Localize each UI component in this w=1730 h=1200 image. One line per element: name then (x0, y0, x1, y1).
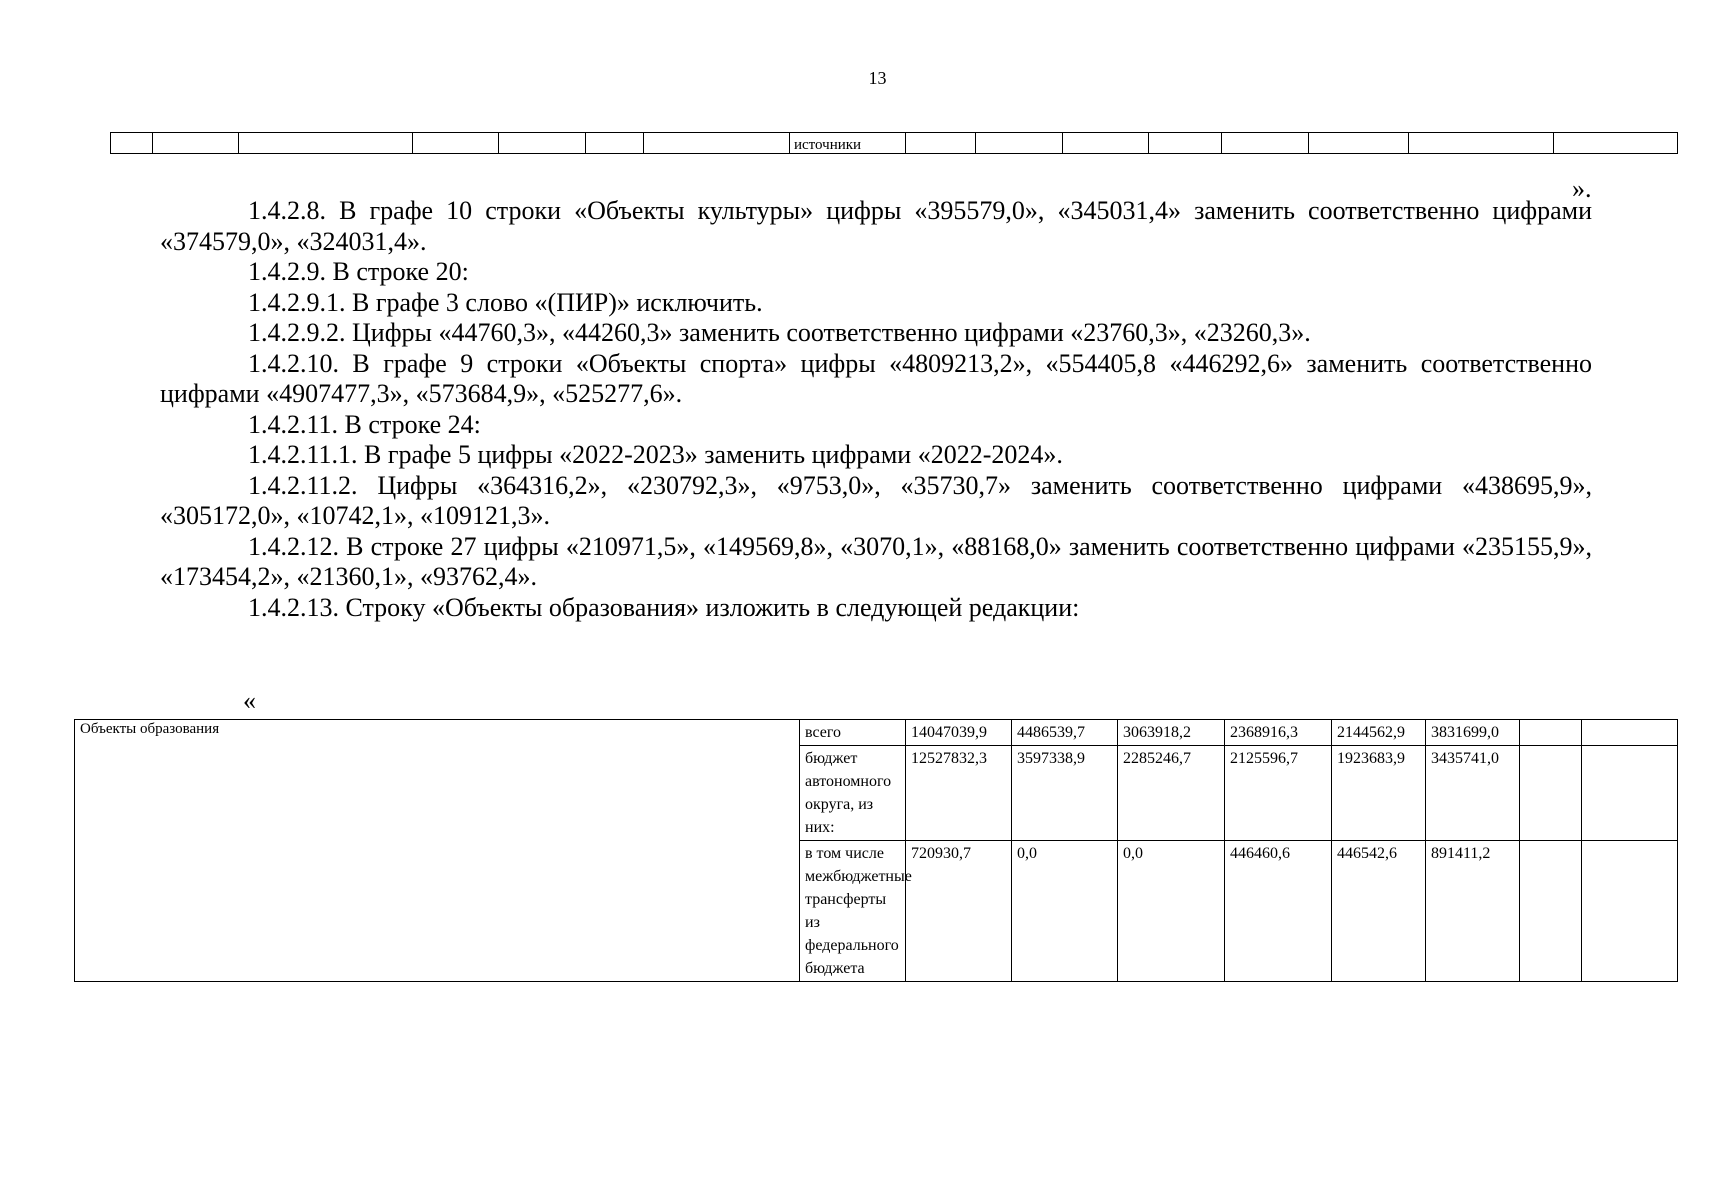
paragraph-1-4-2-8: 1.4.2.8. В графе 10 строки «Объекты культуры» цифры «395579,0», «345031,4» заменить соответственно цифрами «374579,0», «324031,4». (160, 196, 1592, 256)
table-cell: 0,0 (1118, 841, 1225, 982)
education-objects-table (74, 719, 1678, 982)
row-title: Объекты образования (75, 720, 800, 982)
paragraph-1-4-2-11-1: 1.4.2.11.1. В графе 5 цифры «2022-2023» заменить цифрами «2022-2024». (248, 440, 1063, 469)
table-cell (976, 133, 1063, 154)
table-cell: 14047039,9 (906, 720, 1012, 746)
opening-quote: « (243, 686, 256, 715)
table-cell: 2368916,3 (1225, 720, 1332, 746)
paragraph-1-4-2-11-2: 1.4.2.11.2. Цифры «364316,2», «230792,3», «9753,0», «35730,7» заменить соответственно цифрами «438695,9», «305172,0», «10742,1», «109121,3». (160, 470, 1592, 530)
table-cell (1582, 720, 1678, 746)
table-cell: 4486539,7 (1012, 720, 1118, 746)
table-cell: 446460,6 (1225, 841, 1332, 982)
table-cell (1582, 746, 1678, 841)
table-cell: 2144562,9 (1332, 720, 1426, 746)
table-cell (413, 133, 499, 154)
row-label: в том числе межбюджетные трансферты из федерального бюджета (800, 841, 906, 982)
closing-quote: ». (1572, 174, 1592, 203)
table-cell (111, 133, 153, 154)
table-cell: 446542,6 (1332, 841, 1426, 982)
table-cell: 3435741,0 (1426, 746, 1520, 841)
row-label: бюджет автономного округа, из них: (800, 746, 906, 841)
table-cell (1409, 133, 1554, 154)
page-number: 13 (868, 68, 887, 88)
table-cell (586, 133, 644, 154)
table-cell: 0,0 (1012, 841, 1118, 982)
table-cell (1582, 841, 1678, 982)
paragraph-1-4-2-9: 1.4.2.9. В строке 20: (248, 257, 469, 286)
table-cell: 2285246,7 (1118, 746, 1225, 841)
paragraph-1-4-2-12: 1.4.2.12. В строке 27 цифры «210971,5», «149569,8», «3070,1», «88168,0» заменить соответственно цифрами «235155,9», «173454,2», «21360,1», «93762,4». (160, 531, 1592, 591)
table-row (75, 720, 1678, 746)
table-cell (1063, 133, 1149, 154)
table-cell: 3597338,9 (1012, 746, 1118, 841)
paragraph-1-4-2-10: 1.4.2.10. В графе 9 строки «Объекты спорта» цифры «4809213,2», «554405,8 «446292,6» заменить соответственно цифрами «4907477,3», «573684,9», «525277,6». (160, 348, 1592, 408)
table-cell (644, 133, 790, 154)
table-cell (1520, 720, 1582, 746)
table-cell-sources: источники (790, 133, 906, 154)
table-cell: 2125596,7 (1225, 746, 1332, 841)
table-cell: 720930,7 (906, 841, 1012, 982)
row-label: всего (800, 720, 906, 746)
table-cell (906, 133, 976, 154)
table-cell (1309, 133, 1409, 154)
table-cell: 12527832,3 (906, 746, 1012, 841)
table-cell (1222, 133, 1309, 154)
table-cell (1520, 841, 1582, 982)
continued-table-row (110, 132, 1678, 154)
table-cell: 3063918,2 (1118, 720, 1225, 746)
table-cell (1554, 133, 1678, 154)
paragraph-1-4-2-9-2: 1.4.2.9.2. Цифры «44760,3», «44260,3» заменить соответственно цифрами «23760,3», «23260,3». (248, 318, 1311, 347)
table-cell (239, 133, 413, 154)
table-cell (153, 133, 239, 154)
paragraph-1-4-2-13: 1.4.2.13. Строку «Объекты образования» изложить в следующей редакции: (248, 592, 1080, 622)
table-cell (1520, 746, 1582, 841)
table-cell (1149, 133, 1222, 154)
paragraph-1-4-2-11: 1.4.2.11. В строке 24: (248, 409, 481, 439)
table-cell (499, 133, 586, 154)
table-cell: 891411,2 (1426, 841, 1520, 982)
amendment-text (160, 196, 1592, 623)
paragraph-1-4-2-9-1: 1.4.2.9.1. В графе 3 слово «(ПИР)» исключить. (248, 287, 763, 317)
table-cell: 3831699,0 (1426, 720, 1520, 746)
table-cell: 1923683,9 (1332, 746, 1426, 841)
